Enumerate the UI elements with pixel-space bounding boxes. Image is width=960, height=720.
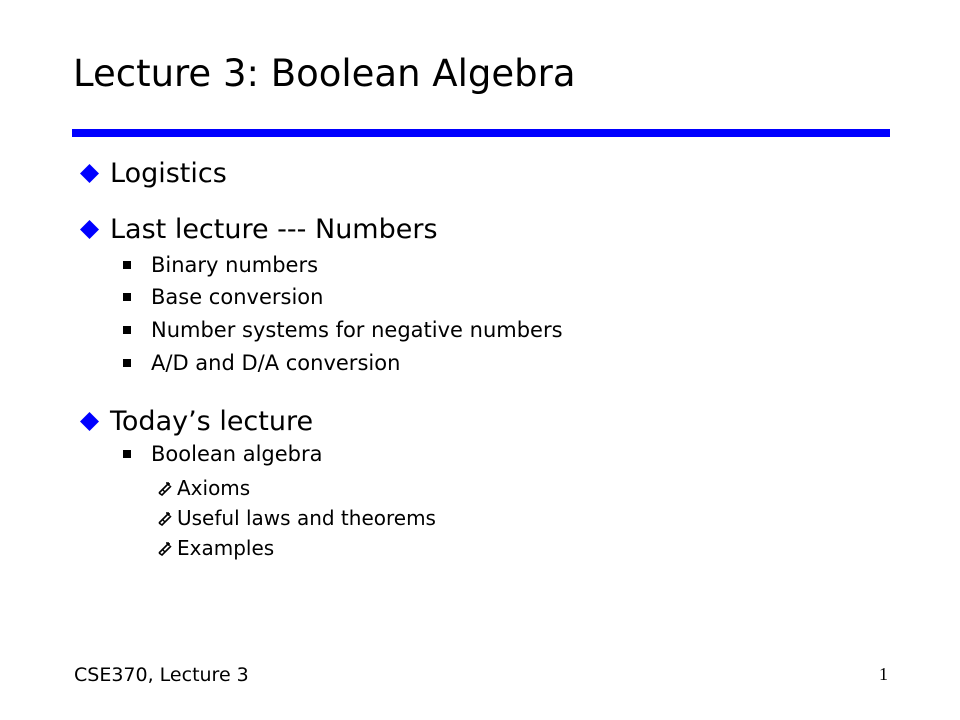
square-bullet-icon <box>123 450 131 458</box>
diamond-bullet-icon <box>80 220 99 239</box>
sub-bullet <box>123 315 563 345</box>
square-bullet-icon <box>123 293 131 301</box>
sub-bullet <box>123 250 318 280</box>
slide-title: Lecture 3: Boolean Algebra <box>73 52 576 95</box>
pointing-hand-icon <box>158 510 176 526</box>
square-bullet-icon <box>123 359 131 367</box>
sub-sub-bullet <box>158 534 274 562</box>
bullet-text: Logistics <box>110 157 227 189</box>
square-bullet-icon <box>123 326 131 334</box>
sub-bullet-text: A/D and D/A conversion <box>151 351 401 375</box>
bullet-logistics <box>80 155 227 191</box>
diamond-bullet-icon <box>80 412 99 431</box>
bullet-text: Last lecture --- Numbers <box>110 213 438 245</box>
sub-bullet-text: Number systems for negative numbers <box>151 318 563 342</box>
sub-sub-bullet-text: Examples <box>177 536 275 560</box>
sub-bullet <box>123 348 400 378</box>
sub-sub-bullet <box>158 474 250 502</box>
square-bullet-icon <box>123 261 131 269</box>
sub-bullet-text: Base conversion <box>151 285 324 309</box>
sub-bullet-text: Boolean algebra <box>151 442 323 466</box>
sub-sub-bullet <box>158 504 436 532</box>
pointing-hand-icon <box>158 540 176 556</box>
title-underline <box>72 129 890 137</box>
sub-sub-bullet-text: Axioms <box>177 476 251 500</box>
sub-bullet-text: Binary numbers <box>151 253 319 277</box>
diamond-bullet-icon <box>80 164 99 183</box>
bullet-todays-lecture <box>80 403 313 439</box>
page-number: 1 <box>879 664 888 684</box>
sub-bullet <box>123 439 323 469</box>
pointing-hand-icon <box>158 480 176 496</box>
footer-course-label: CSE370, Lecture 3 <box>74 664 249 686</box>
sub-sub-bullet-text: Useful laws and theorems <box>177 506 436 530</box>
sub-bullet <box>123 282 323 312</box>
bullet-last-lecture <box>80 211 438 247</box>
bullet-text: Today’s lecture <box>110 405 314 437</box>
